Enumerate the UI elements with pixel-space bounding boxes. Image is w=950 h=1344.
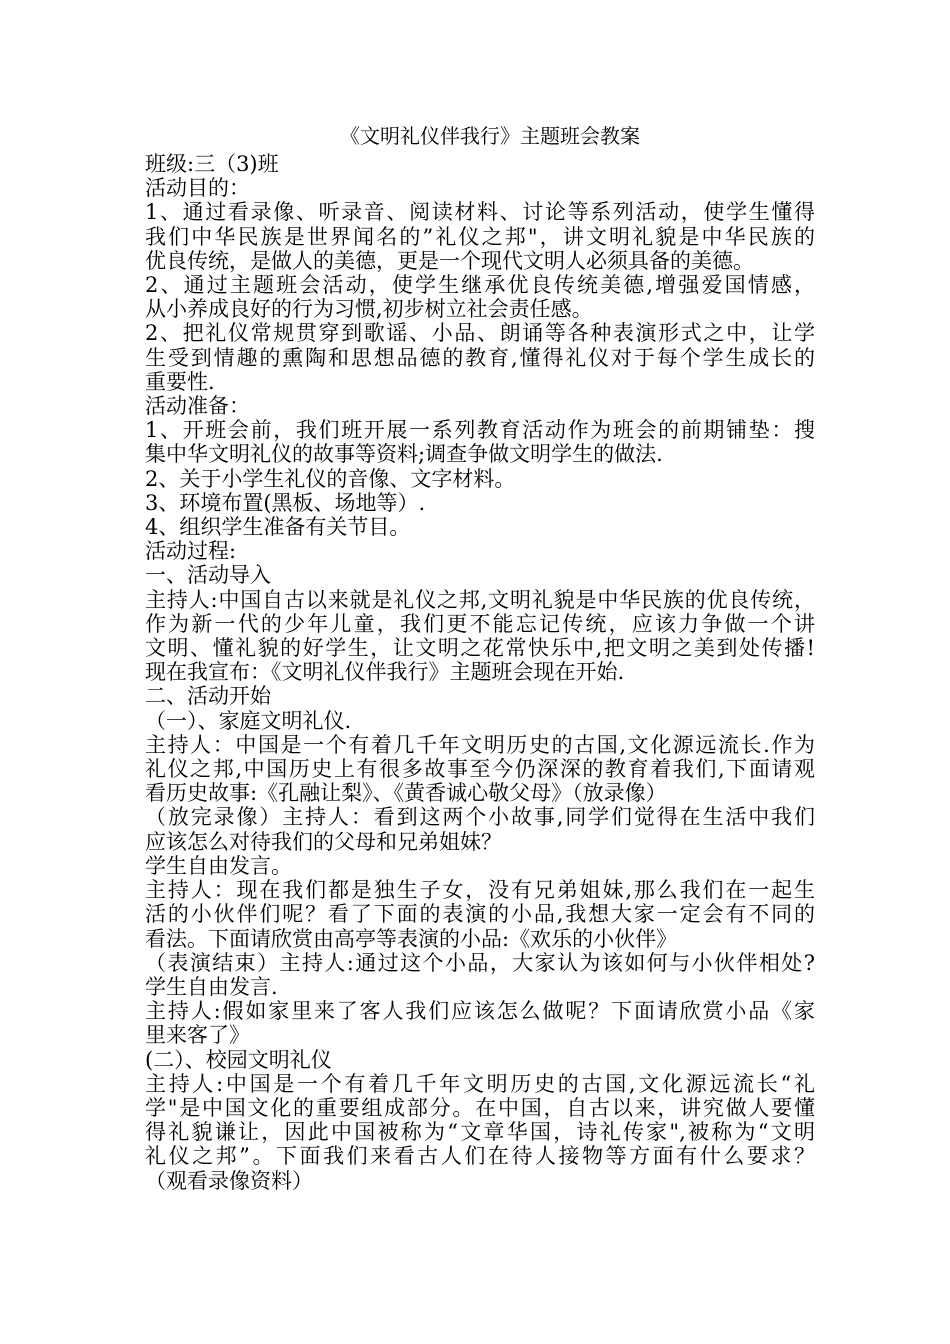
paragraph-line: 2、把礼仪常规贯穿到歌谣、小品、朗诵等各种表演形式之中，让学 [145,321,815,346]
paragraph-line: 主持人：中国是一个有着几千年文明历史的古国,文化源远流长.作为 [145,732,815,757]
paragraph-line: 主持人：现在我们都是独生子女，没有兄弟姐妹,那么我们在一起生 [145,878,815,903]
paragraph-line: 1、开班会前，我们班开展一系列教育活动作为班会的前期铺垫：搜 [145,418,815,443]
section-heading-process: 活动过程: [145,539,237,564]
paragraph-line: 学生自由发言。 [145,853,292,878]
section-heading-purpose: 活动目的： [145,176,250,201]
subsection-heading: 一、活动导入 [145,563,271,588]
paragraph-line: 重要性. [145,369,215,394]
paragraph-line: 应该怎么对待我们的父母和兄弟姐妹？ [145,829,502,854]
paragraph-line: 主持人:中国是一个有着几千年文明历史的古国,文化源远流长“礼 [145,1071,815,1096]
document-title: 《文明礼仪伴我行》主题班会教案 [340,124,640,148]
paragraph-line: 作为新一代的少年儿童，我们更不能忘记传统，应该力争做一个讲 [145,611,815,636]
paragraph-line: （表演结束）主持人:通过这个小品，大家认为该如何与小伙伴相处? [145,950,815,975]
paragraph-line: 4、组织学生准备有关节目。 [145,515,411,540]
paragraph-line: 看历史故事:《孔融让梨》、《黄香诚心敬父母》（放录像） [145,781,667,806]
paragraph-line: 看法。下面请欣赏由高亭等表演的小品:《欢乐的小伙伴》 [145,926,678,951]
section-heading-preparation: 活动准备： [145,394,250,419]
subsection-heading: (二）、校园文明礼仪 [145,1047,332,1072]
paragraph-line: 学生自由发言. [145,974,278,999]
paragraph-line: 1、通过看录像、听录音、阅读材料、讨论等系列活动，使学生懂得 [145,200,815,225]
paragraph-line: 活的小伙伴们呢？看了下面的表演的小品,我想大家一定会有不同的 [145,902,815,927]
paragraph-line: 文明、懂礼貌的好学生，让文明之花常快乐中,把文明之美到处传播! [145,636,815,661]
paragraph-line: 我们中华民族是世界闻名的”礼仪之邦"，讲文明礼貌是中华民族的 [145,224,815,249]
paragraph-line: 现在我宣布：《文明礼仪伴我行》主题班会现在开始. [145,660,625,685]
paragraph-line: 优良传统，是做人的美德，更是一个现代文明人必须具备的美德。 [145,248,754,273]
document-body [145,152,815,1193]
paragraph-line: 2、关于小学生礼仪的音像、文字材料。 [145,466,516,491]
paragraph-line: 集中华文明礼仪的故事等资料;调查争做文明学生的做法. [145,442,663,467]
paragraph-line: 主持人:假如家里来了客人我们应该怎么做呢？下面请欣赏小品《家 [145,999,815,1024]
paragraph-line: 生受到情趣的熏陶和思想品德的教育,懂得礼仪对于每个学生成长的 [145,345,815,370]
class-info-line: 班级:三（3)班 [145,152,279,176]
paragraph-line: （放完录像）主持人：看到这两个小故事,同学们觉得在生活中我们 [145,805,815,830]
paragraph-line: 里来客了》 [145,1023,250,1048]
paragraph-line: 2、通过主题班会活动，使学生继承优良传统美德,增强爱国情感， [145,273,815,298]
document-page [145,122,815,1193]
paragraph-line: 礼仪之邦,中国历史上有很多故事至今仍深深的教育着我们,下面请观 [145,757,815,782]
paragraph-line: 礼仪之邦”。下面我们来看古人们在待人接物等方面有什么要求？ [145,1144,815,1169]
subsection-heading: （一）、家庭文明礼仪. [145,708,352,733]
paragraph-line: 从小养成良好的行为习惯,初步树立社会责任感。 [145,297,593,322]
paragraph-line: 主持人:中国自古以来就是礼仪之邦,文明礼貌是中华民族的优良传统， [145,587,815,612]
paragraph-line: （观看录像资料） [145,1168,313,1193]
paragraph-line: 3、环境布置(黑板、场地等）. [145,490,426,515]
paragraph-line: 学"是中国文化的重要组成部分。在中国，自古以来，讲究做人要懂 [145,1095,815,1120]
paragraph-line: 得礼貌谦让，因此中国被称为“文章华国，诗礼传家",被称为“文明 [145,1120,815,1145]
subsection-heading: 二、活动开始 [145,684,271,709]
